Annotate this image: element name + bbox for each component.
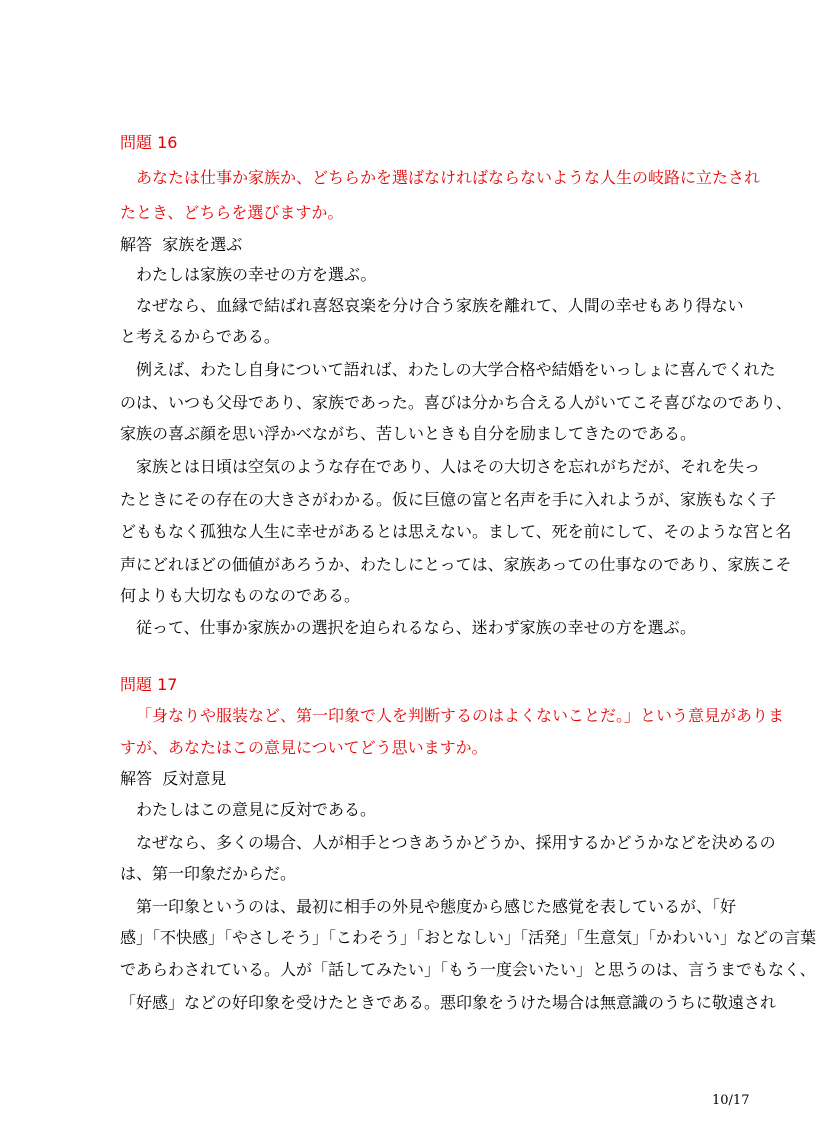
answer-16-line: なぜなら、血縁で結ばれ喜怒哀楽を分け合う家族を離れて、人間の幸せもあり得ない [136, 296, 744, 315]
answer-16-line: と考えるからである。 [120, 327, 280, 346]
answer-16-line: のは、いつも父母であり、家族であった。喜びは分かち合える人がいてこそ喜びなのであり、 [120, 393, 792, 412]
answer-16-line: 従って、仕事か家族かの選択を迫られるなら、迷わず家族の幸せの方を選ぶ。 [136, 618, 697, 637]
answer-17-line: 第一印象というのは、最初に相手の外見や態度から感じた感覚を表しているが、「好 [136, 897, 737, 916]
page-number: 10/17 [712, 1093, 750, 1108]
answer-17-line: 感」「不快感」「やさしそう」「こわそう」「おとなしい」「活発」「生意気」「かわいい」などの言葉 [120, 928, 816, 947]
question-17-heading: 問題 17 [120, 675, 178, 694]
answer-choice: 反対意見 [162, 769, 227, 788]
question-17-text-line-1: 「身なりや服装など、第一印象で人を判断するのはよくないことだ。」という意見がありま [136, 706, 785, 725]
answer-16-line: 何よりも大切なものなのである。 [120, 586, 361, 605]
question-16-heading: 問題 16 [120, 133, 178, 152]
answer-label: 解答 [120, 235, 153, 254]
answer-16-heading [120, 235, 685, 255]
question-16-text-line-1: あなたは仕事か家族か、どちらかを選ばなければならないような人生の岐路に立たされ [136, 168, 761, 187]
answer-17-line: なぜなら、多くの場合、人が相手とつきあうかどうか、採用するかどうかなどを決めるの [136, 833, 776, 852]
question-17-text-line-2: すが、あなたはこの意見についてどう思いますか。 [120, 738, 488, 757]
answer-16-line: 家族の喜ぶ顔を思い浮かべながち、苦しいときも自分を励ましてきたのである。 [120, 424, 697, 443]
answer-16-line: どももなく孤独な人生に幸せがあるとは思えない。まして、死を前にして、そのような宮と名 [120, 522, 792, 541]
answer-17-line: は、第一印象だからだ。 [120, 864, 297, 883]
question-16-text-line-2: たとき、どちらを選びますか。 [120, 203, 344, 222]
answer-17-heading [120, 769, 685, 789]
answer-17-line: 「好感」などの好印象を受けたときである。悪印象をうけた場合は無意識のうちに敬遠され [120, 993, 777, 1012]
answer-choice: 家族を選ぶ [162, 235, 243, 254]
answer-17-line: わたしはこの意見に反対である。 [136, 800, 377, 819]
answer-16-line: 家族とは日頃は空気のような存在であり、人はその大切さを忘れがちだが、それを失っ [136, 457, 761, 476]
answer-label: 解答 [120, 769, 153, 788]
answer-17-line: であらわされている。人が「話してみたい」「もう一度会いたい」と思うのは、言うまでもなく、 [120, 960, 816, 979]
answer-16-line: 例えば、わたし自身について語れば、わたしの大学合格や結婚をいっしょに喜んでくれた [136, 360, 776, 379]
answer-16-line: 声にどれほどの価値があろうか、わたしにとっては、家族あっての仕事なのであり、家族こそ [120, 555, 792, 574]
answer-16-line: わたしは家族の幸せの方を選ぶ。 [136, 265, 377, 284]
answer-16-line: たときにその存在の大きさがわかる。仮に巨億の富と名声を手に入れようが、家族もなく子 [120, 490, 777, 509]
